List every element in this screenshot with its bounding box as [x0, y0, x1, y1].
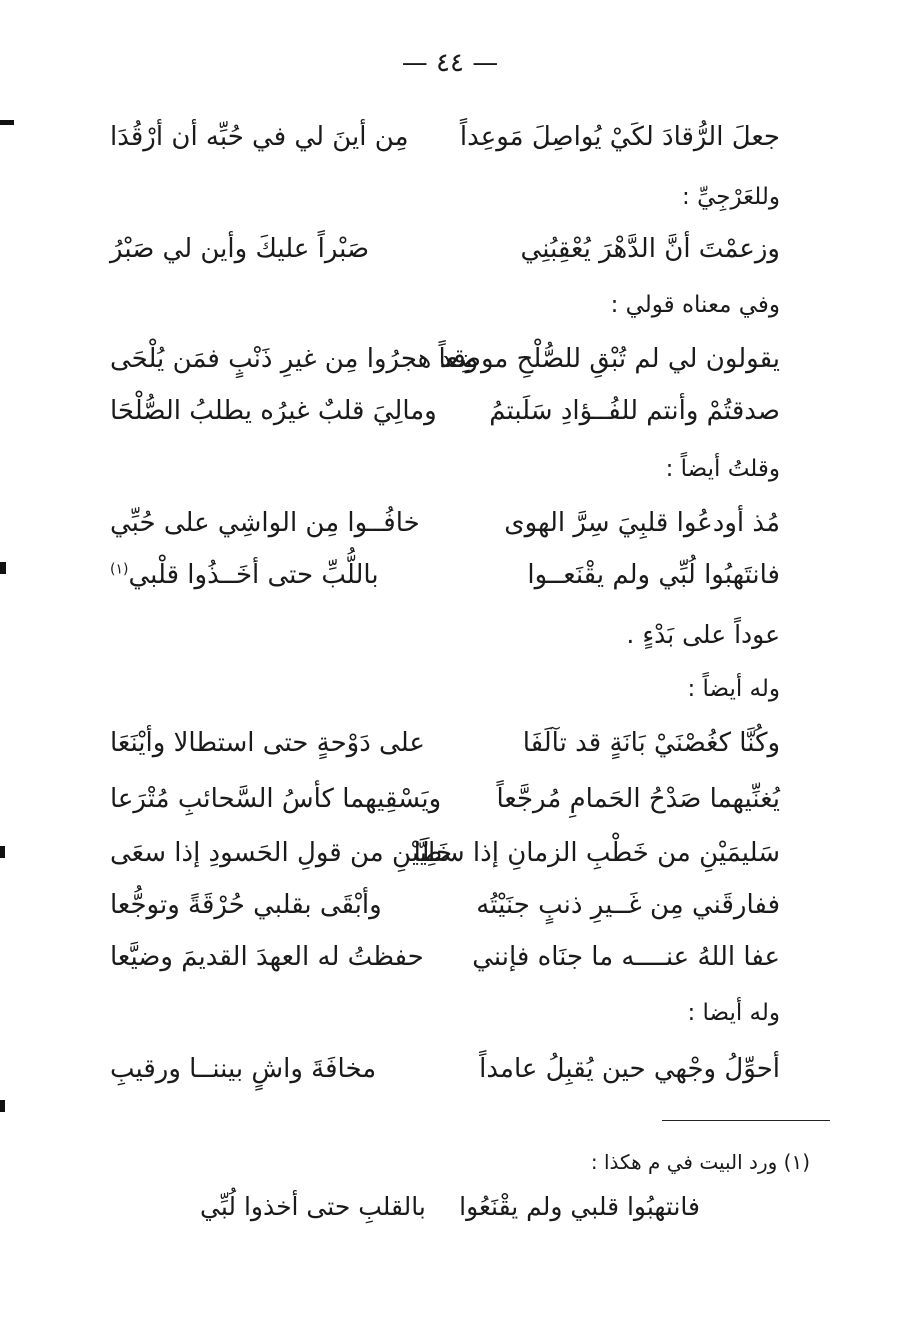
verse-second-hemistich: وأبْقَى بقلبي حُرْقَةً وتوجُّعا — [110, 890, 382, 920]
prose-line: عوداً على بَدْءٍ . — [626, 620, 780, 649]
page-number: — ٤٤ — — [401, 48, 499, 78]
verse-second-hemistich: صَبْراً عليكَ وأين لي صَبْرُ — [110, 234, 370, 264]
verse-first-hemistich: عفا اللهُ عنــــه ما جنَاه فإنني — [472, 942, 780, 972]
verse-first-hemistich: وزعمْتَ أنَّ الدَّهْرَ يُعْقِبُنِي — [520, 234, 780, 264]
poem-heading: وفي معناه قولي : — [610, 292, 780, 318]
scan-margin-mark — [0, 846, 5, 858]
verse-second-hemistich: حفظتُ له العهدَ القديمَ وضيَّعا — [110, 942, 424, 972]
poem-heading: وللعَرْجِيِّ : — [682, 184, 780, 210]
scan-margin-mark — [0, 120, 14, 125]
verse-first-hemistich: مُذ أودعُوا قلبِيَ سِرَّ الهوى — [504, 508, 780, 538]
footnote-first-hemistich: فانتهبُوا قلبي ولم يقْنَعُوا — [459, 1192, 700, 1221]
verse-line — [110, 728, 780, 774]
verse-second-hemistich: وقد هجرُوا مِن غيرِ ذَنْبٍ فمَن يُلْحَى — [110, 344, 479, 374]
verse-line — [110, 560, 780, 606]
verse-line — [110, 1054, 780, 1100]
verse-second-hemistich-text: باللُّبِّ حتى أخَــذُوا قلْبي — [128, 560, 379, 590]
verse-first-hemistich: وكُنَّا كغُصْنَيْ بَانَةٍ قد تآلَفَا — [522, 728, 780, 758]
footnote-verse — [200, 1192, 700, 1238]
verse-first-hemistich: سَليمَيْنِ من خَطْبِ الزمانِ إذا سطَا — [413, 838, 780, 868]
verse-second-hemistich: مخافَةَ واشٍ بيننــا ورقيبِ — [110, 1054, 377, 1084]
footnote-rule — [662, 1120, 830, 1121]
footnote-second-hemistich: بالقلبِ حتى أخذوا لُبِّي — [200, 1192, 426, 1221]
verse-line — [110, 344, 780, 390]
verse-second-hemistich: ومالِيَ قلبٌ غيرُه يطلبُ الصُّلْحَا — [110, 396, 437, 426]
verse-second-hemistich: على دَوْحةٍ حتى استطالا وأيْنَعَا — [110, 728, 425, 758]
verse-second-hemistich: ويَسْقِيهما كأسُ السَّحائبِ مُتْرَعا — [110, 784, 442, 814]
verse-line — [110, 890, 780, 936]
verse-line — [110, 784, 780, 830]
verse-line — [110, 838, 780, 884]
verse-line — [110, 396, 780, 442]
verse-line — [110, 508, 780, 554]
poem-heading: وله أيضا : — [687, 1000, 780, 1026]
verse-first-hemistich: جعلَ الرُّقادَ لكَيْ يُواصِلَ مَوعِداً — [459, 122, 780, 152]
footnote-marker: (١) — [110, 561, 129, 578]
verse-first-hemistich: أحوِّلُ وجْهي حين يُقبِلُ عامداً — [479, 1054, 780, 1084]
verse-line — [110, 942, 780, 988]
poem-heading: وقلتُ أيضاً : — [665, 456, 780, 482]
verse-line — [110, 122, 780, 168]
verse-second-hemistich: مِن أينَ لي في حُبِّه أن أرْقُدَا — [110, 122, 409, 152]
footnote-intro: (١) ورد البيت في م هكذا : — [590, 1150, 810, 1174]
verse-second-hemistich — [110, 560, 379, 590]
verse-first-hemistich: يقولون لي لم تُبْقِ للصُّلْحِ موضِعاً — [438, 344, 780, 374]
verse-first-hemistich: يُغنِّيهما صَدْحُ الحَمامِ مُرجَّعاً — [496, 784, 780, 814]
scan-margin-mark — [0, 1100, 5, 1112]
verse-first-hemistich: صدقتُمْ وأنتم للفُــؤادِ سَلَبتمُ — [489, 396, 780, 426]
verse-second-hemistich: خافُــوا مِن الواشِي على حُبِّي — [110, 508, 420, 538]
verse-first-hemistich: فانتَهبُوا لُبِّي ولم يقْنَعــوا — [527, 560, 780, 590]
poem-heading: وله أيضاً : — [687, 676, 780, 702]
scan-margin-mark — [0, 562, 6, 574]
verse-first-hemistich: ففارقَني مِن غَــيرِ ذنبٍ جنَيْتُه — [476, 890, 780, 920]
verse-line — [110, 234, 780, 280]
verse-second-hemistich: خَلِيَّيْنِ من قولِ الحَسودِ إذا سعَى — [110, 838, 453, 868]
